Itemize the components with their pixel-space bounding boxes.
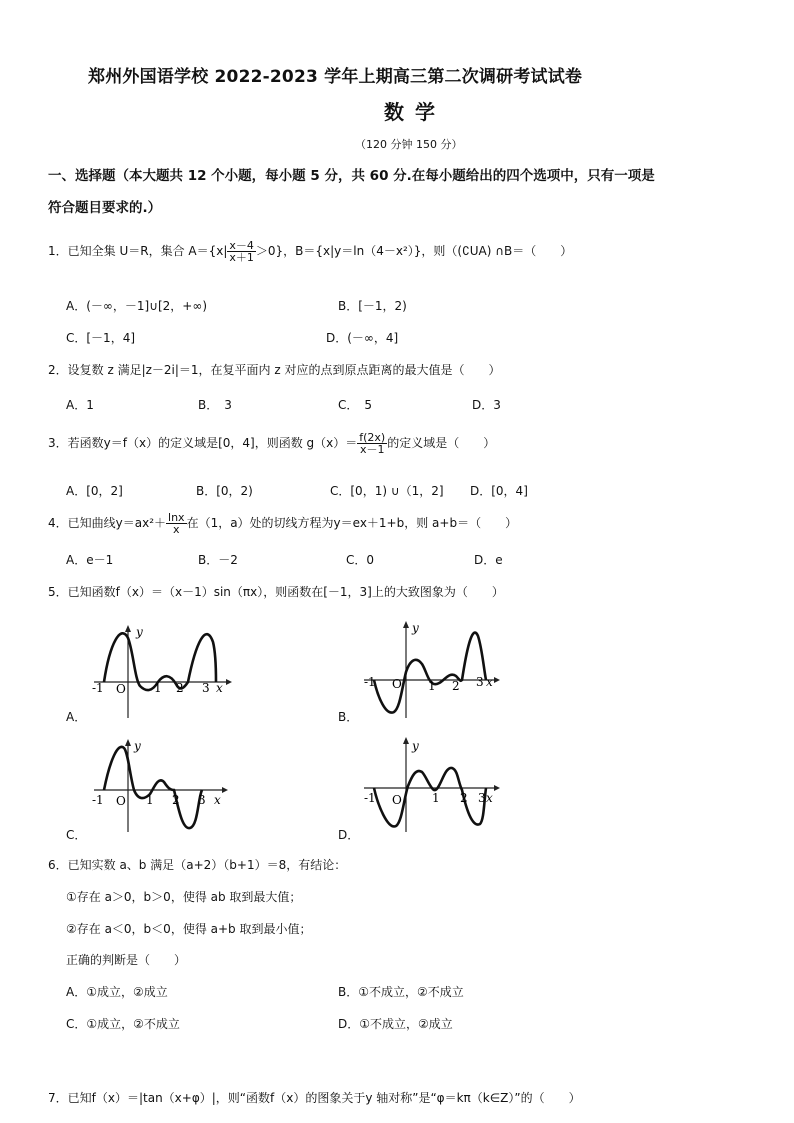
- subject-title: 数 学: [384, 100, 437, 124]
- q4-frac-num: lnx: [168, 511, 185, 524]
- tick-neg1: -1: [92, 793, 104, 807]
- q5-graph-c: [88, 736, 238, 836]
- origin-label: O: [116, 794, 126, 808]
- y-axis-arrow-icon: [125, 625, 131, 632]
- q1-fraction: [227, 240, 256, 263]
- y-axis-arrow-icon: [403, 737, 409, 744]
- y-axis-arrow-icon: [125, 739, 131, 746]
- origin-label: O: [392, 793, 402, 807]
- x-axis-arrow-icon: [226, 679, 232, 685]
- q1-option-d: D．(－∞，4]: [326, 331, 399, 345]
- curve: [104, 747, 202, 828]
- q5-option-b: B．: [338, 710, 359, 724]
- q1-frac-num: x－4: [229, 239, 254, 252]
- q3-option-b: B．[0，2): [196, 484, 253, 498]
- tick-neg1: -1: [364, 675, 376, 689]
- q4-stem-b: 在（1，a）处的切线方程为y＝ex＋1+b，则 a+b＝（ ）: [186, 516, 518, 530]
- q6-claim-2: ②存在 a＜0，b＜0，使得 a+b 取到最小值；: [66, 922, 312, 936]
- q1-option-c: C．[－1，4]: [66, 331, 136, 345]
- tick-1: 1: [146, 793, 154, 807]
- q3-stem-b: 的定义域是（ ）: [387, 436, 496, 450]
- q4-stem-a: 4．已知曲线y＝ax²＋: [48, 516, 167, 530]
- q6-judge: 正确的判断是（ ）: [66, 953, 187, 967]
- q6-option-c: C．①成立，②不成立: [66, 1017, 180, 1031]
- q1-option-a: A．(－∞，－1]∪[2，+∞): [66, 299, 208, 313]
- q1-stem-b: ＞0}，B＝{x|y＝ln（4－x²）}，则（(∁UA) ∩B＝（ ）: [255, 244, 573, 258]
- exam-title: 郑州外国语学校 2022-2023 学年上期高三第二次调研考试试卷: [88, 67, 583, 87]
- x-axis-arrow-icon: [494, 677, 500, 683]
- q5-graph-d: [362, 736, 512, 836]
- q3-option-d: D．[0，4]: [470, 484, 528, 498]
- tick-1: 1: [432, 791, 440, 805]
- q4-fraction: [166, 512, 187, 535]
- tick-neg1: -1: [364, 791, 376, 805]
- q3-frac-den: x－1: [359, 443, 385, 456]
- origin-label: O: [116, 682, 126, 696]
- question-7: 7．已知f（x）＝|tan（x+φ）|，则“函数f（x）的图象关于y 轴对称”是“φ＝kπ（k∈Z）”的（ ）: [48, 1091, 581, 1105]
- q5-graph-b: [362, 616, 512, 721]
- q5-option-c: C．: [66, 828, 87, 842]
- q5-option-d: D．: [338, 828, 360, 842]
- q3-stem-a: 3．若函数y＝f（x）的定义域是[0，4]，则函数 g（x）＝: [48, 436, 358, 450]
- q3-fraction: [357, 432, 387, 455]
- x-axis-arrow-icon: [222, 787, 228, 793]
- q3-frac-num: f(2x): [359, 431, 386, 444]
- q1-option-b: B．[－1，2): [338, 299, 407, 313]
- q4-option-a: A．e－1: [66, 553, 114, 567]
- q2-option-a: A．1: [66, 398, 94, 412]
- curve: [374, 768, 486, 827]
- tick-3: 3: [476, 675, 484, 689]
- tick-2: 2: [176, 681, 184, 695]
- q4-frac-den: x: [173, 523, 180, 536]
- x-axis-arrow-icon: [494, 785, 500, 791]
- q3-option-a: A．[0，2]: [66, 484, 123, 498]
- question-4: [48, 512, 517, 535]
- question-5: 5．已知函数f（x）＝（x－1）sin（πx），则函数在[－1，3]上的大致图象为（ ）: [48, 585, 504, 599]
- y-axis-arrow-icon: [403, 621, 409, 628]
- question-3: [48, 432, 495, 455]
- x-label: x: [214, 793, 221, 807]
- y-label: y: [412, 739, 419, 753]
- tick-1: 1: [428, 679, 436, 693]
- q2-option-b: B． 3: [198, 398, 232, 412]
- section-heading-line2: 符合题目要求的.）: [48, 200, 162, 216]
- q4-option-d: D．e: [474, 553, 503, 567]
- question-6: 6．已知实数 a、b 满足（a+2）（b+1）＝8，有结论：: [48, 858, 347, 872]
- x-label: x: [486, 791, 493, 805]
- q2-option-c: C． 5: [338, 398, 373, 412]
- tick-3: 3: [198, 793, 206, 807]
- curve: [374, 633, 486, 713]
- section-heading-line1: 一、选择题（本大题共 12 个小题，每小题 5 分，共 60 分.在每小题给出的四个选项中，只有一项是: [48, 168, 655, 184]
- q4-option-b: B．－2: [198, 553, 238, 567]
- tick-2: 2: [172, 793, 180, 807]
- time-score: （120 分钟 150 分）: [355, 138, 463, 151]
- q4-option-c: C．0: [346, 553, 375, 567]
- tick-3: 3: [478, 791, 486, 805]
- tick-2: 2: [460, 791, 468, 805]
- y-label: y: [412, 621, 419, 635]
- tick-2: 2: [452, 679, 460, 693]
- q1-stem-a: 1．已知全集 U＝R，集合 A＝{x|: [48, 244, 228, 258]
- q5-option-a: A．: [66, 710, 87, 724]
- q6-option-b: B．①不成立，②不成立: [338, 985, 464, 999]
- tick-3: 3: [202, 681, 210, 695]
- q3-option-c: C．[0，1) ∪（1，2]: [330, 484, 444, 498]
- q6-option-d: D．①不成立，②成立: [338, 1017, 453, 1031]
- tick-neg1: -1: [92, 681, 104, 695]
- question-2: 2．设复数 z 满足|z－2i|＝1，在复平面内 z 对应的点到原点距离的最大值是（ ）: [48, 363, 501, 377]
- x-label: x: [486, 675, 493, 689]
- question-1: [48, 240, 572, 263]
- x-label: x: [216, 681, 223, 695]
- y-label: y: [136, 625, 143, 639]
- q6-claim-1: ①存在 a＞0，b＞0，使得 ab 取到最大值；: [66, 890, 302, 904]
- q5-graph-a: [88, 622, 238, 722]
- q6-option-a: A．①成立，②成立: [66, 985, 168, 999]
- y-label: y: [134, 739, 141, 753]
- q1-frac-den: x＋1: [229, 251, 254, 264]
- q2-option-d: D．3: [472, 398, 501, 412]
- tick-1: 1: [154, 681, 162, 695]
- origin-label: O: [392, 677, 402, 691]
